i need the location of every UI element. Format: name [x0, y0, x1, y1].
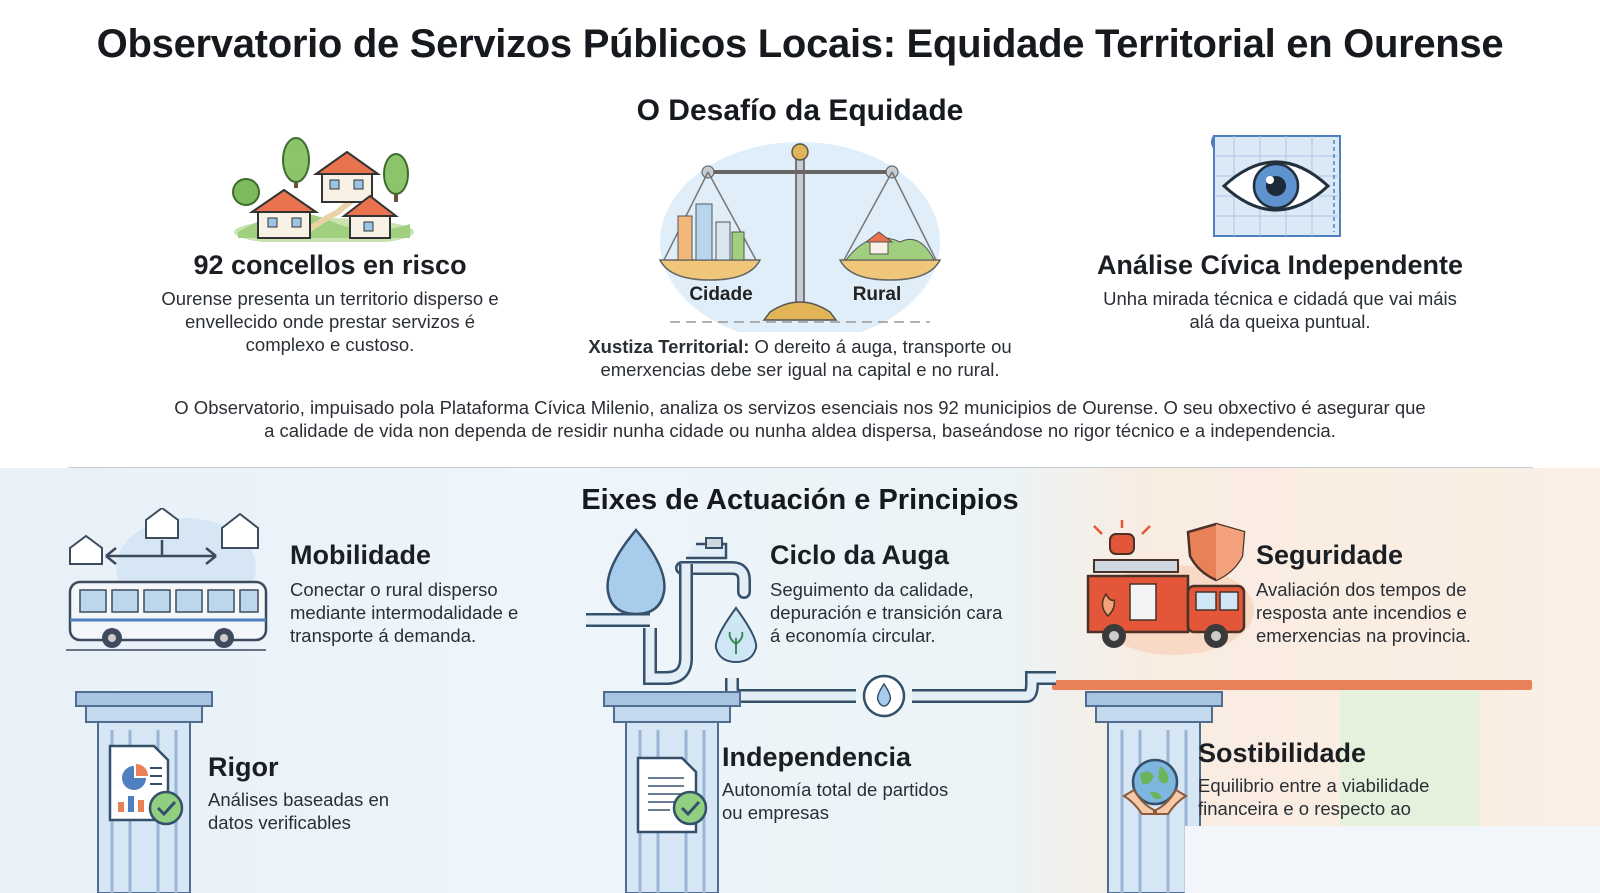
text-line: ou empresas [722, 802, 829, 823]
fire-truck-icon [1084, 520, 1254, 655]
text-line: Análises baseadas en [208, 789, 390, 810]
intro-paragraph [60, 396, 1540, 442]
risk-councils-text [120, 287, 540, 356]
text-line: Avaliación dos tempos de [1256, 579, 1467, 600]
section-divider [68, 467, 1533, 468]
text-line: Equilibrio entre a viabilidade [1198, 775, 1430, 796]
checked-document-icon [634, 754, 714, 838]
text-line: mediante intermodalidade e [290, 602, 519, 623]
axis-mobility-title: Mobilidade [290, 540, 431, 570]
principle-rigor-text [208, 788, 448, 834]
caption-line1: O dereito á auga, transporte ou [749, 336, 1012, 357]
caption-line2: emerxencias debe ser igual na capital e no rural. [600, 359, 1000, 380]
text-line: envellecido onde prestar servizos é [185, 311, 475, 332]
axis-water-title: Ciclo da Auga [770, 540, 950, 570]
axes-heading: Eixes de Actuación e Principios [581, 484, 1019, 516]
principle-rigor-title: Rigor [208, 752, 279, 782]
caption-bold: Xustiza Territorial: [588, 336, 750, 357]
text-line: O Observatorio, impuisado pola Plataforma Cívica Milenio, analiza os servizos esenciais nos 92 municipios de Ourense. O seu obxectivo é asegurar que [174, 397, 1426, 418]
text-line: Ourense presenta un territorio disperso e [161, 288, 499, 309]
scale-label-rural: Rural [852, 284, 902, 305]
bus-icon [66, 508, 276, 658]
axis-mobility-text [290, 578, 550, 647]
risk-councils-title: 92 concellos en risco [193, 250, 467, 280]
text-line: a calidade de vida non dependa de residir nunha cidade ou nunha aldea dispersa, baseándose no rigor técnico e a independencia. [264, 420, 1336, 441]
text-line: resposta ante incendios e [1256, 602, 1467, 623]
text-line: datos verificables [208, 812, 351, 833]
scale-label-city: Cidade [689, 284, 753, 305]
text-line: Seguimento da calidade, [770, 579, 974, 600]
text-line: Autonomía total de partidos [722, 779, 949, 800]
village-icon [228, 132, 420, 242]
eye-blueprint-icon [1210, 132, 1350, 242]
text-line: Unha mirada técnica e cidadá que vai máis [1103, 288, 1457, 309]
challenge-heading: O Desafío da Equidade [636, 94, 964, 127]
principle-sustainability-title: Sostibilidade [1198, 738, 1367, 768]
text-line: depuración e transición cara [770, 602, 1003, 623]
civic-analysis-text [1040, 287, 1520, 333]
axis-water-text [770, 578, 1040, 647]
globe-hands-icon [1120, 752, 1190, 822]
principle-independence-title: Independencia [722, 742, 912, 772]
data-report-icon [106, 742, 186, 826]
territorial-justice-caption [540, 335, 1060, 381]
text-line: complexo e custoso. [245, 334, 415, 355]
axis-security-text [1256, 578, 1526, 647]
text-line: emerxencias na provincia. [1256, 625, 1471, 646]
text-line: financeira e o respecto ao [1198, 798, 1411, 819]
page-title: Observatorio de Servizos Públicos Locais: Equidade Territorial en Ourense [96, 22, 1504, 66]
text-line: Conectar o rural disperso [290, 579, 498, 600]
text-line: transporte á demanda. [290, 625, 477, 646]
civic-analysis-title: Análise Cívica Independente [1096, 250, 1464, 280]
text-line: alá da queixa puntual. [1189, 311, 1371, 332]
principle-independence-text [722, 778, 1002, 824]
axis-security-title: Seguridade [1256, 540, 1404, 570]
principle-sustainability-text [1198, 774, 1468, 826]
text-line: á economía circular. [770, 625, 936, 646]
blank-overlay-box [1185, 826, 1600, 893]
